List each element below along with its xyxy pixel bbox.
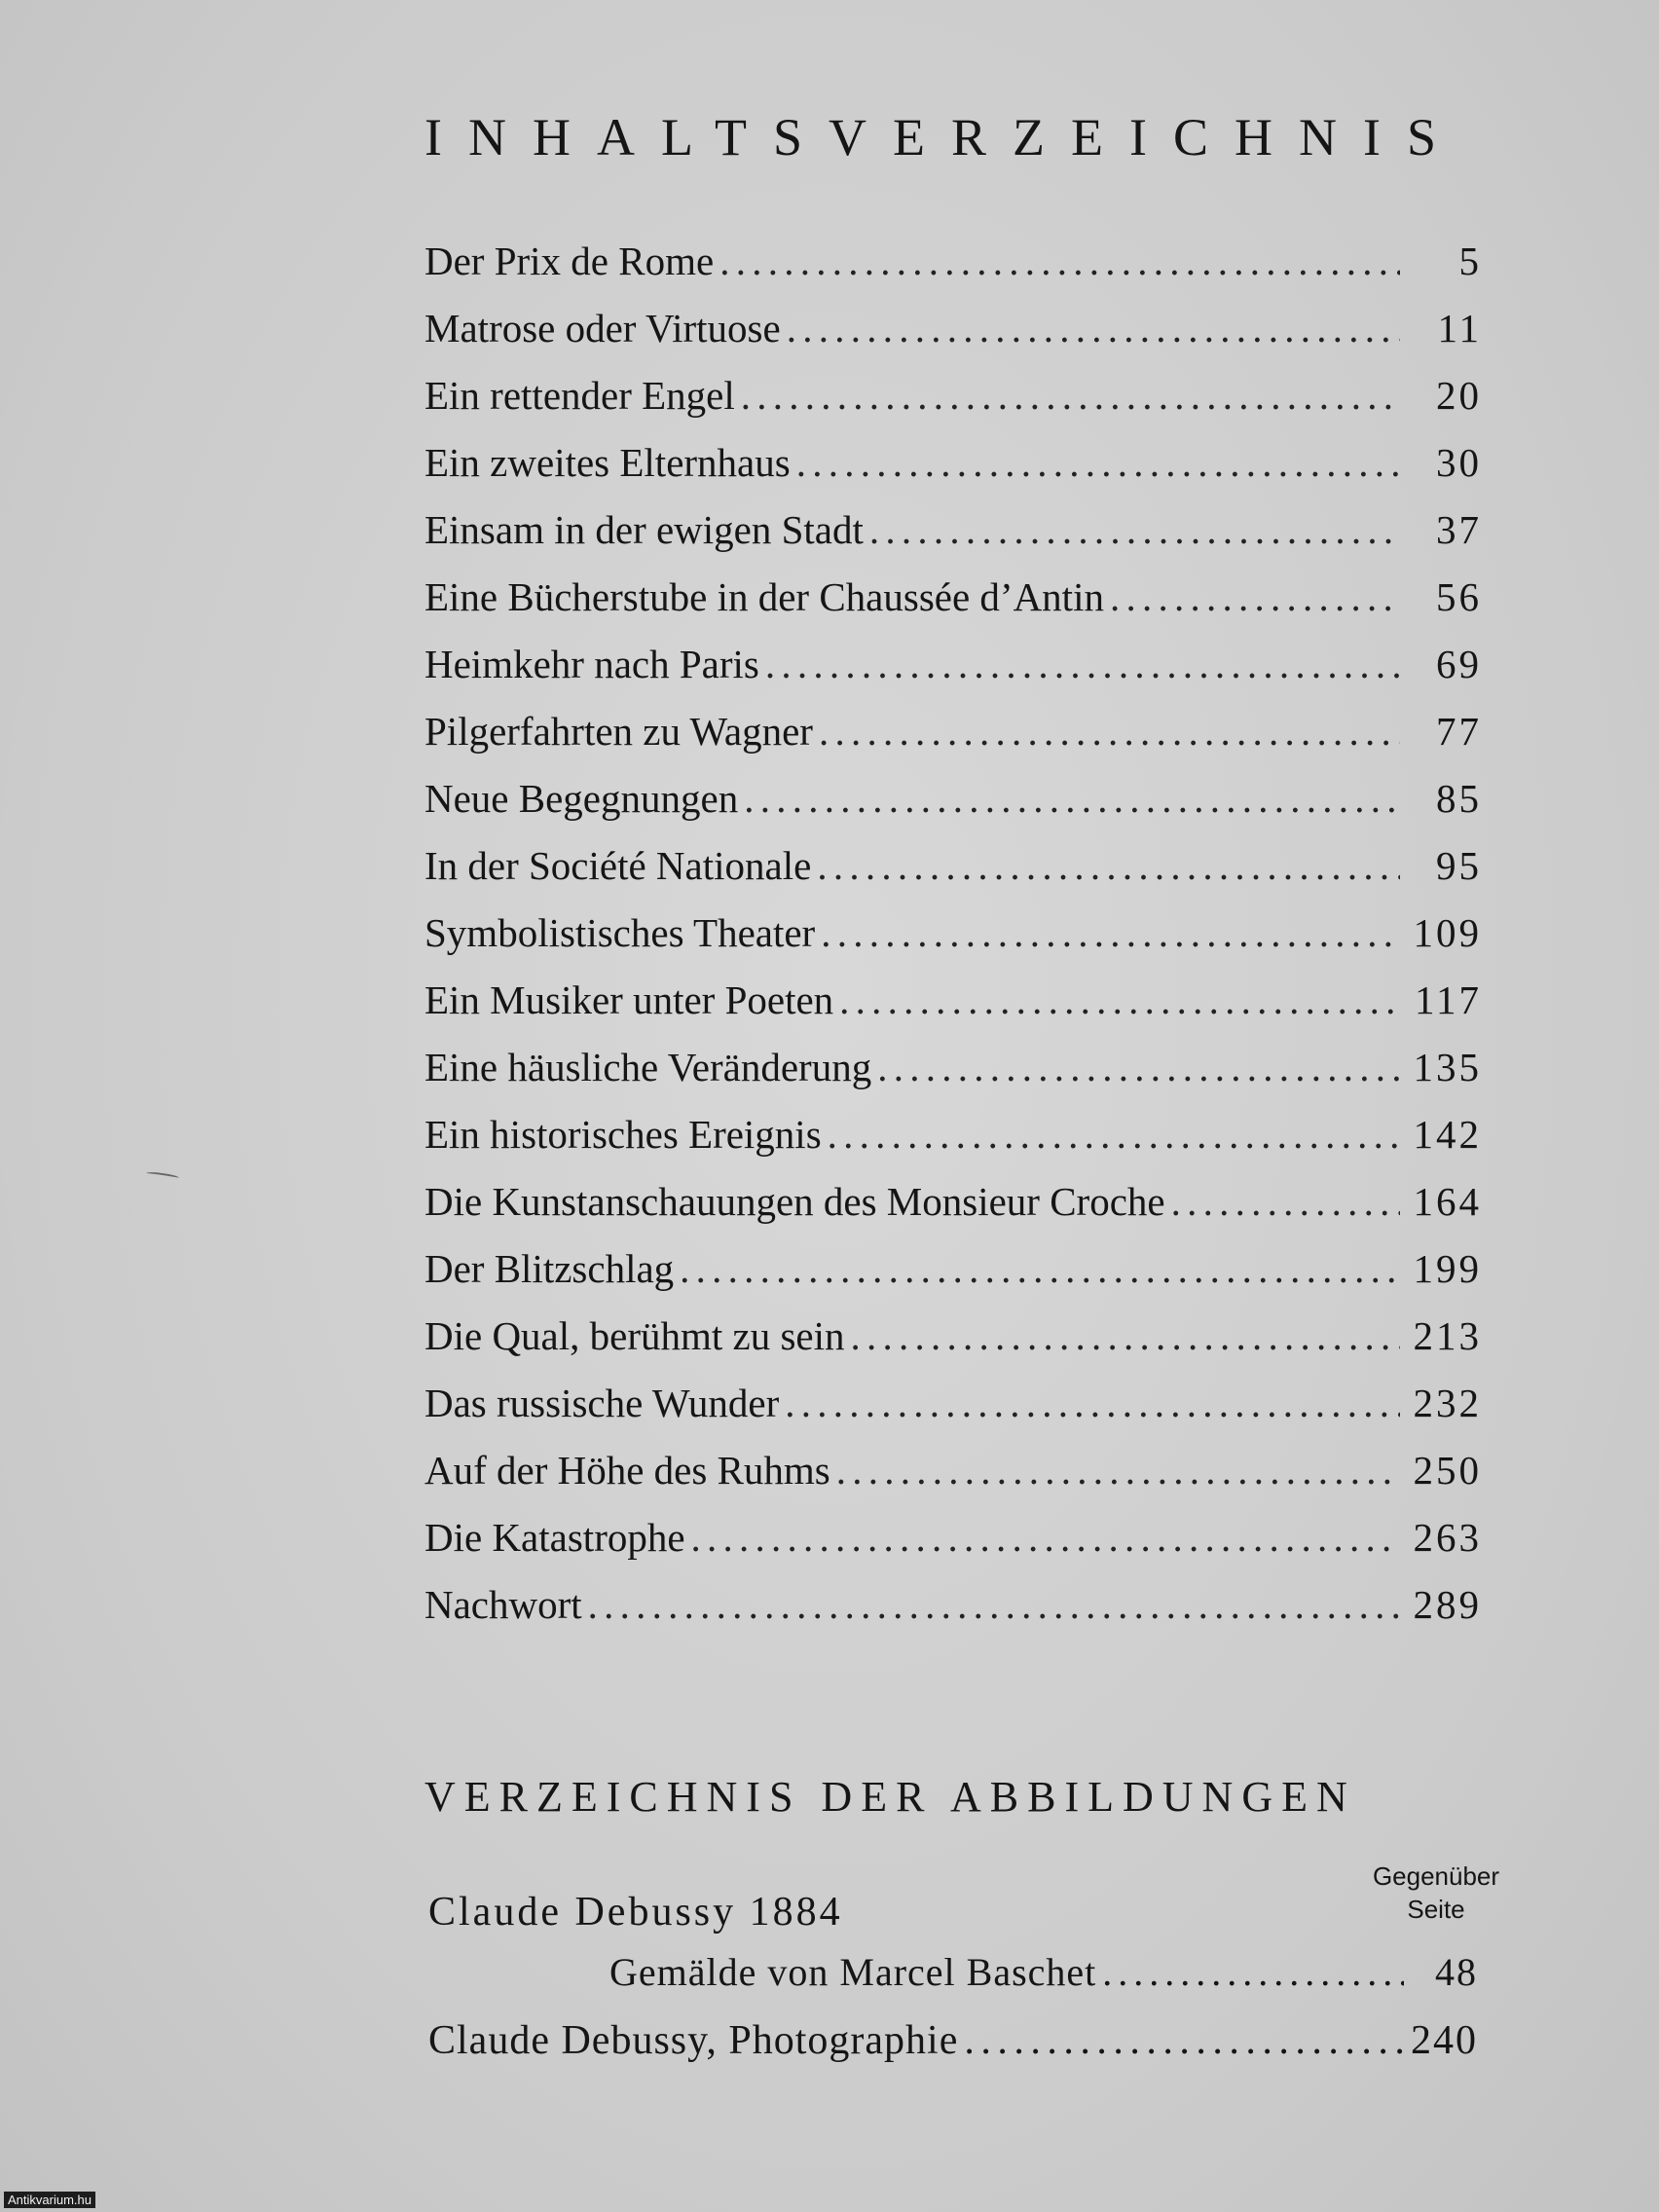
entry-title: Ein zweites Elternhaus (424, 440, 791, 485)
illustration-title: Claude Debussy, Photographie (428, 2018, 959, 2063)
contents-entry (424, 506, 1482, 573)
dot-leader (1102, 1949, 1404, 1995)
entry-page: 30 (1436, 440, 1482, 485)
contents-entry (424, 1581, 1482, 1648)
contents-entry (424, 842, 1482, 909)
entry-title: Die Qual, berühmt zu sein (424, 1313, 845, 1358)
dot-leader (680, 1245, 1400, 1292)
entry-title: Einsam in der ewigen Stadt (424, 507, 864, 552)
entry-title: Nachwort (424, 1582, 582, 1627)
illustrations-list (428, 1889, 1478, 2085)
entry-title: Eine häusliche Veränderung (424, 1045, 872, 1089)
dot-leader (741, 372, 1400, 419)
contents-entry (424, 1245, 1482, 1312)
entry-page: 289 (1413, 1582, 1482, 1627)
dot-leader (819, 708, 1400, 755)
dot-leader (1110, 573, 1400, 620)
contents-entry (424, 775, 1482, 842)
dot-leader (787, 305, 1400, 351)
dot-leader (744, 775, 1400, 822)
entry-page: 213 (1413, 1313, 1482, 1358)
margin-mark (146, 1171, 179, 1181)
entry-title: Eine Bücherstube in der Chaussée d’Antin (424, 574, 1104, 619)
entry-title: Ein historisches Ereignis (424, 1112, 822, 1157)
entry-title: Heimkehr nach Paris (424, 642, 759, 686)
entry-page: 232 (1413, 1381, 1482, 1425)
entry-page: 164 (1413, 1179, 1482, 1224)
entry-page: 250 (1413, 1448, 1482, 1493)
contents-entry (424, 1178, 1482, 1245)
dot-leader (691, 1514, 1400, 1561)
dot-leader (821, 909, 1400, 956)
illustration-subtitle: Gemälde von Marcel Baschet (609, 1950, 1097, 1994)
contents-entry (424, 1447, 1482, 1514)
dot-leader (964, 2017, 1404, 2064)
entry-page: 37 (1436, 507, 1482, 552)
entry-page: 95 (1436, 843, 1482, 888)
dot-leader (588, 1581, 1400, 1628)
entry-title: Neue Begegnungen (424, 776, 739, 821)
column-header-line: Gegenüber (1372, 1862, 1500, 1891)
contents-entry (424, 641, 1482, 708)
illustration-entry (428, 1949, 1478, 2017)
contents-entry (424, 1380, 1482, 1447)
watermark: Antikvarium.hu (4, 2192, 95, 2208)
contents-entry (424, 1044, 1482, 1111)
dot-leader (877, 1044, 1400, 1090)
entry-page: 56 (1436, 574, 1482, 619)
contents-entry (424, 573, 1482, 641)
contents-entry (424, 1111, 1482, 1178)
dot-leader (839, 977, 1400, 1023)
dot-leader (719, 238, 1400, 284)
entry-title: Die Kunstanschauungen des Monsieur Croche (424, 1179, 1165, 1224)
entry-title: Das russische Wunder (424, 1381, 780, 1425)
dot-leader (1171, 1178, 1400, 1225)
dot-leader (869, 506, 1400, 553)
dot-leader (785, 1380, 1400, 1426)
contents-entry (424, 1514, 1482, 1581)
entry-page: 77 (1436, 709, 1482, 754)
illustration-page: 240 (1411, 2018, 1478, 2063)
entry-title: Ein rettender Engel (424, 373, 735, 418)
dot-leader (817, 842, 1400, 889)
contents-entry (424, 1312, 1482, 1380)
dot-leader (851, 1312, 1400, 1359)
dot-leader (765, 641, 1400, 687)
entry-title: Auf der Höhe des Ruhms (424, 1448, 830, 1493)
illustration-page: 48 (1435, 1950, 1478, 1994)
entry-page: 199 (1413, 1246, 1482, 1291)
entry-page: 5 (1458, 239, 1482, 283)
contents-entry (424, 708, 1482, 775)
contents-entry (424, 977, 1482, 1044)
entry-title: Ein Musiker unter Poeten (424, 977, 834, 1022)
entry-page: 263 (1413, 1515, 1482, 1560)
dot-leader (828, 1111, 1400, 1158)
entry-page: 117 (1415, 977, 1482, 1022)
entry-title: Die Katastrophe (424, 1515, 685, 1560)
entry-page: 85 (1436, 776, 1482, 821)
contents-list (424, 238, 1482, 1648)
contents-entry (424, 909, 1482, 977)
contents-entry (424, 372, 1482, 439)
entry-page: 69 (1436, 642, 1482, 686)
entry-page: 11 (1437, 306, 1482, 350)
entry-page: 109 (1413, 910, 1482, 955)
contents-entry (424, 439, 1482, 506)
entry-title: Der Prix de Rome (424, 239, 715, 283)
contents-entry (424, 305, 1482, 372)
illustration-title: Claude Debussy 1884 (428, 1890, 843, 1935)
entry-page: 135 (1413, 1045, 1482, 1089)
column-header-line: Seite (1407, 1895, 1465, 1924)
illustrations-heading: VERZEICHNIS DER ABBILDUNGEN (424, 1773, 1356, 1821)
contents-entry (424, 238, 1482, 305)
illustration-entry (428, 2017, 1478, 2085)
entry-page: 20 (1436, 373, 1482, 418)
entry-page: 142 (1413, 1112, 1482, 1157)
contents-heading: INHALTSVERZEICHNIS (424, 108, 1462, 166)
entry-title: In der Société Nationale (424, 843, 812, 888)
dot-leader (796, 439, 1400, 486)
entry-title: Matrose oder Virtuose (424, 306, 781, 350)
entry-title: Symbolistisches Theater (424, 910, 816, 955)
entry-title: Der Blitzschlag (424, 1246, 675, 1291)
dot-leader (836, 1447, 1400, 1493)
entry-title: Pilgerfahrten zu Wagner (424, 709, 813, 754)
